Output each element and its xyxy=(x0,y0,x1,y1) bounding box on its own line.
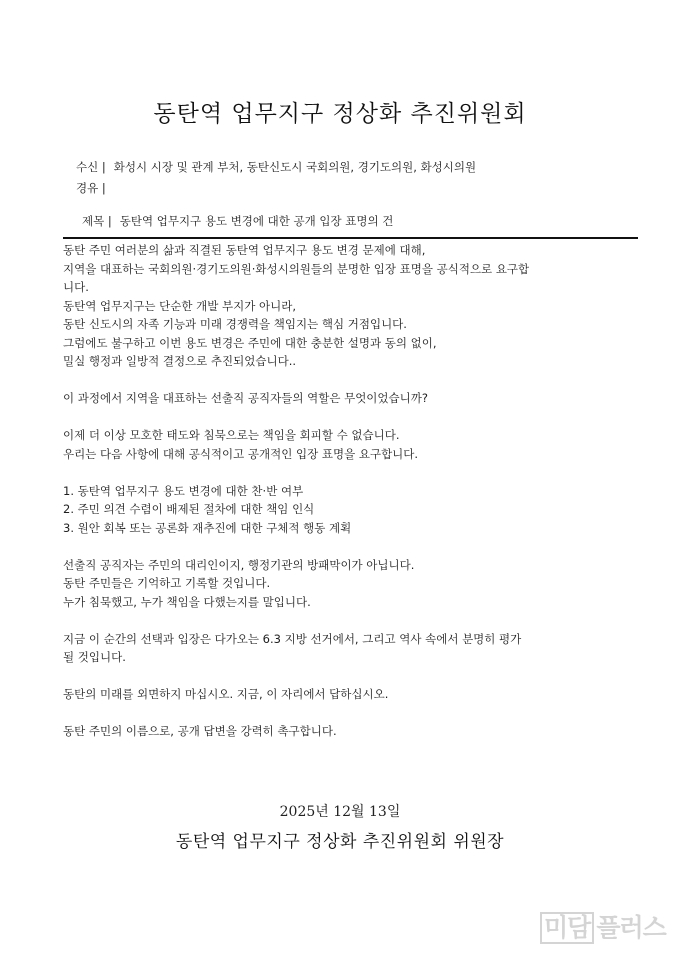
paragraph xyxy=(63,426,623,463)
watermark-text: 플러스 xyxy=(596,913,666,942)
document-title: 동탄역 업무지구 정상화 추진위원회 xyxy=(153,101,527,127)
body-line: 그럼에도 불구하고 이번 용도 변경은 주민에 대한 충분한 설명과 동의 없이, xyxy=(63,335,437,350)
body-line: 동탄 주민 여러분의 삶과 직결된 동탄역 업무지구 용도 변경 문제에 대해, xyxy=(63,243,426,257)
body-line: 우리는 다음 사항에 대해 공식적이고 공개적인 입장 표명을 요구합니다. xyxy=(63,446,419,461)
recipient-value: 화성시 시장 및 관계 부처, 동탄신도시 국회의원, 경기도의원, 화성시의원 xyxy=(113,160,477,174)
subject-label: 제목 | xyxy=(82,214,112,228)
document-body xyxy=(63,241,623,741)
body-line: 동탄 주민들은 기억하고 기록할 것입니다. xyxy=(63,576,271,590)
paragraph xyxy=(63,389,623,408)
list-item: 2. 주민 의견 수렴이 배제된 절차에 대한 책임 인식 xyxy=(63,502,315,516)
paragraph xyxy=(63,630,623,667)
body-line: 이 과정에서 지역을 대표하는 선출직 공직자들의 역할은 무엇이었습니까? xyxy=(63,391,428,405)
body-line: 동탄 주민의 이름으로, 공개 답변을 강력히 촉구합니다. xyxy=(63,724,337,738)
recipient-line xyxy=(76,159,476,175)
body-line: 동탄 신도시의 자족 기능과 미래 경쟁력을 책임지는 핵심 거점입니다. xyxy=(63,317,407,331)
body-line: 밀실 행정과 일방적 결정으로 추진되었습니다.. xyxy=(63,354,297,368)
body-line: 될 것입니다. xyxy=(63,650,126,664)
subject-line xyxy=(82,213,393,229)
body-line: 지역을 대표하는 국회의원·경기도의원·화성시의원들의 분명한 입장 표명을 공식적으로 요구합 xyxy=(63,261,530,276)
body-line: 지금 이 순간의 선택과 입장은 다가오는 6.3 지방 선거에서, 그리고 역사 속에서 분명히 평가 xyxy=(63,631,522,646)
paragraph xyxy=(63,241,623,371)
signer-title: 동탄역 업무지구 정상화 추진위원회 위원장 xyxy=(175,832,505,852)
list-item: 3. 원안 회복 또는 공론화 재추진에 대한 구체적 행동 계획 xyxy=(63,520,352,535)
list-item: 1. 동탄역 업무지구 용도 변경에 대한 찬·반 여부 xyxy=(63,483,304,498)
paragraph xyxy=(63,556,623,612)
via-line xyxy=(76,180,114,196)
watermark-boxed-text: 미담 xyxy=(540,912,594,944)
paragraph xyxy=(63,722,623,741)
body-line: 이제 더 이상 모호한 태도와 침묵으로는 책임을 회피할 수 없습니다. xyxy=(63,428,400,442)
subject-value: 동탄역 업무지구 용도 변경에 대한 공개 입장 표명의 건 xyxy=(119,214,394,228)
body-line: 누가 침묵했고, 누가 책임을 다했는지를 말입니다. xyxy=(63,594,311,609)
body-line: 동탄의 미래를 외면하지 마십시오. 지금, 이 자리에서 답하십시오. xyxy=(63,687,389,701)
body-line: 동탄역 업무지구는 단순한 개발 부지가 아니라, xyxy=(63,298,297,313)
via-label: 경유 | xyxy=(76,181,106,195)
demand-list xyxy=(63,482,623,538)
body-line: 선출직 공직자는 주민의 대리인이지, 행정기관의 방패막이가 아닙니다. xyxy=(63,557,415,572)
recipient-label: 수신 | xyxy=(76,160,106,174)
paragraph xyxy=(63,685,623,704)
document-date: 2025년 12월 13일 xyxy=(279,804,401,820)
watermark-logo xyxy=(540,908,666,944)
body-line: 니다. xyxy=(63,280,89,294)
header-divider xyxy=(63,237,638,239)
